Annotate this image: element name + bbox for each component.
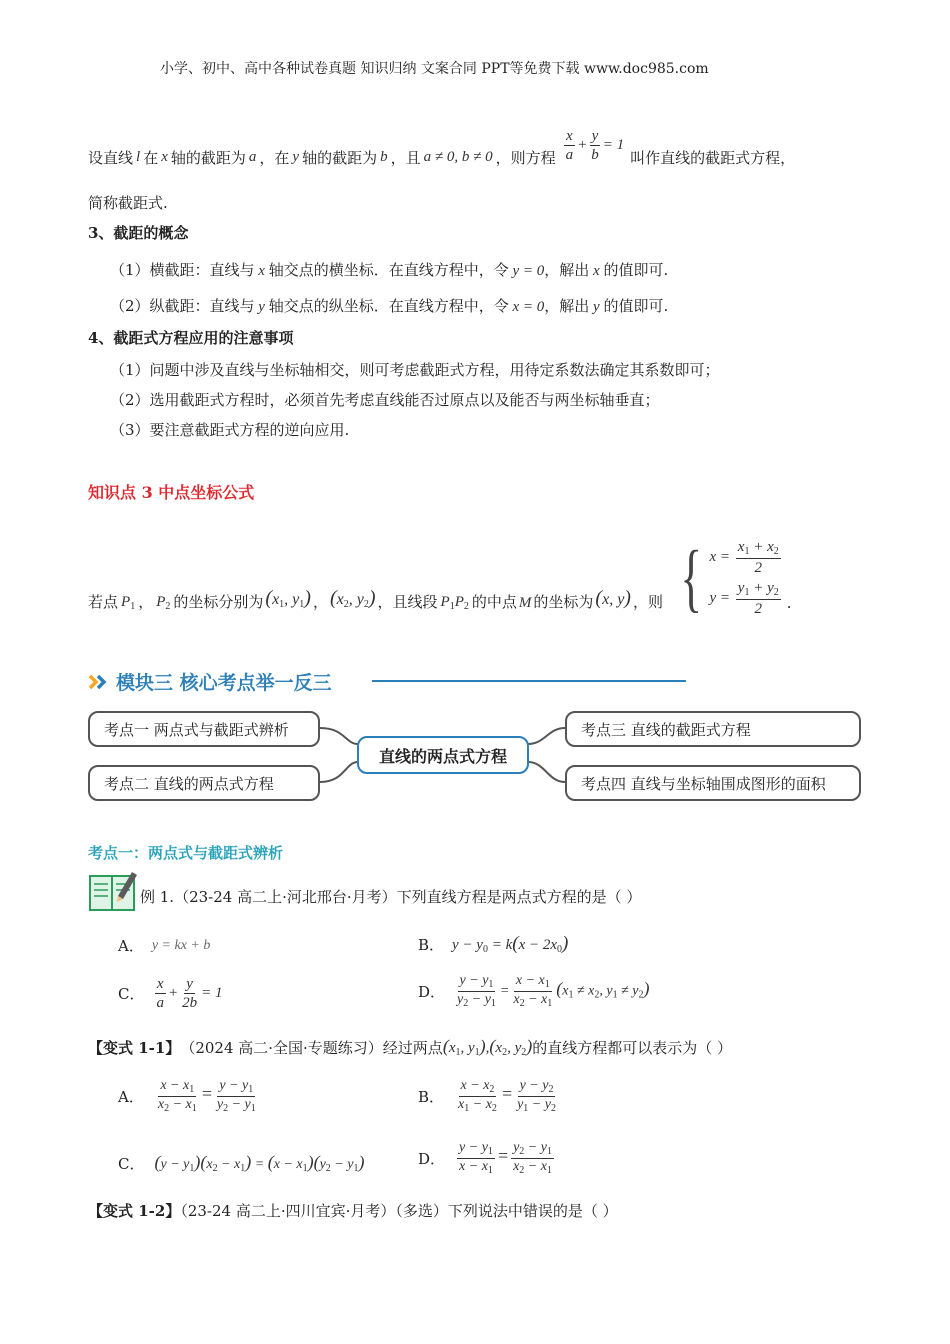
math-option: $\frac{y - y_1}{x - x_1}$ = $\frac{y_2 - y_1}{x_2 - x_1}$ [459,1140,552,1176]
mindmap-node-4: 考点四 直线与坐标轴围成图形的面积 [565,765,861,801]
text: （23-24 高二上·四川宜宾·月考）（多选）下列说法中错误的是（ ） [180,1202,618,1220]
page-header: 小学、初中、高中各种试卷真题 知识归纳 文案合同 PPT等免费下载 www.doc985.com [160,61,709,77]
section3-title: 3、截距的概念 [88,224,189,242]
math-y: y [292,148,300,165]
text: 的直线方程都可以表示为（ ） [532,1038,733,1057]
section4-item3: （3）要注意截距式方程的逆向应用. [110,421,350,439]
mindmap-center-node: 直线的两点式方程 [357,736,529,774]
text: 的值即可. [603,297,669,315]
double-chevron-icon [88,673,110,691]
option-label: C． [118,1154,145,1173]
module3-title: 模块三 核心考点举一反三 [116,672,332,694]
example1-question: 例 1.（23-24 高二上·河北邢台·月考）下列直线方程是两点式方程的是（ ） [140,888,642,906]
math-point2: ($x_2$, $y_2$) [329,587,376,610]
option-label: B． [418,1088,445,1106]
variant-tag: 【变式 1-1】 [88,1038,181,1057]
mindmap-node-1: 考点一 两点式与截距式辨析 [88,711,320,747]
text: 的坐标为 [533,593,594,611]
variant1-2-question [88,1200,618,1221]
math-option: $\frac{x - x_1}{x_2 - x_1}$ = $\frac{y - y_1}{y_2 - y_1}$ [157,1078,256,1114]
math-p1p2: $P_1P_2$ [440,594,469,612]
v1-option-c[interactable] [118,1152,364,1174]
section3-item1 [110,259,668,280]
text: 轴的截距为 [302,148,378,167]
math-point1: ($x_1$, $y_1$) [265,587,311,610]
option-label: C． [118,985,145,1003]
math-m: M [518,595,532,611]
kaodian1-title: 考点一：两点式与截距式辨析 [88,844,284,862]
math-option: $\frac{x - x_2}{x_1 - x_2}$ = $\frac{y - y_2}{y_1 - y_2}$ [458,1078,556,1114]
banner-rule [372,680,686,682]
section4-item2: （2）选用截距式方程时，必须首先考虑直线能否过原点以及能否与两坐标轴垂直； [110,391,660,409]
text: 在 [143,148,159,167]
text: 设直线 [88,148,134,167]
variant-tag: 【变式 1-2】 [88,1202,181,1220]
text: . [786,594,792,612]
module3-banner [88,668,332,695]
math-option: $y - y_0 = k(x - 2x_0)$ [452,933,569,955]
book-pencil-icon [88,868,140,918]
math-x-eq-0: x = 0 [508,299,545,315]
text: ，且 [390,148,421,167]
text: 轴交点的纵坐标．在直线方程中，令 [268,297,509,315]
text: （2）纵截距：直线与 [110,297,255,315]
v1-option-d[interactable] [418,1140,556,1177]
ex1-option-c[interactable] [118,975,222,1012]
text: 叫作直线的截距式方程， [630,148,796,167]
math-y: y [589,299,604,315]
mindmap-node-3: 考点三 直线的截距式方程 [565,711,861,747]
option-label: A． [118,937,144,955]
math-p2: $P_2$ [156,594,171,612]
text: ，且线段 [377,593,438,611]
math-midpoint: (x, y) [595,587,631,609]
text: 若点 [88,593,119,611]
math-x: x [161,148,168,165]
text: 的值即可. [603,261,669,279]
text: ， [138,593,154,611]
v1-option-a[interactable] [118,1078,260,1115]
math-p1: $P_1$ [121,594,136,612]
text: ，解出 [544,297,590,315]
math-option: y = kx + b [151,937,211,953]
intercept-definition-line2: 简称截距式. [88,194,168,212]
math-b: b [380,148,388,165]
v1-option-b[interactable] [418,1078,560,1115]
math-condition: a ≠ 0, b ≠ 0 [423,148,493,165]
mindmap-node-2: 考点二 直线的两点式方程 [88,765,320,801]
ex1-option-d[interactable] [418,973,650,1010]
math-option: $\frac{y - y_1}{y_2 - y_1}$ = $\frac{x - x_1}{x_2 - x_1}$ ($x_1 \ne x_2$, $y_1 \ne y_2$) [457,973,650,1009]
text: 的中点 [471,593,517,611]
text: ，在 [259,148,290,167]
variant1-1-question [88,1036,732,1058]
ex1-option-a[interactable] [118,935,210,956]
text: ，解出 [544,261,590,279]
text: 轴的截距为 [170,148,246,167]
text: ， [312,593,328,611]
math-x: x [254,263,269,279]
option-label: B． [418,935,445,954]
midpoint-formula-line [88,510,792,618]
intercept-definition-line1 [88,127,796,181]
math-y-eq-0: y = 0 [508,263,545,279]
ex1-option-b[interactable] [418,933,568,955]
text: （1）横截距：直线与 [110,261,255,279]
section4-item1: （1）问题中涉及直线与坐标轴相交，则可考虑截距式方程，用待定系数法确定其系数即可； [110,361,720,379]
text: 的坐标分别为 [173,593,264,611]
math-option: $(y - y_1)(x_2 - x_1) = (x - x_1)(y_2 - y_1)$ [154,1152,365,1174]
text: ，则方程 [495,148,556,167]
math-y: y [254,299,269,315]
text: 轴交点的横坐标．在直线方程中，令 [268,261,509,279]
math-two-points: ($x_1$, $y_1),(x_2$, $y_2$) [442,1036,533,1058]
section4-title: 4、截距式方程应用的注意事项 [88,329,294,347]
math-x: x [589,263,604,279]
math-a: a [248,148,257,165]
math-l: l [136,148,141,165]
knowledge3-title: 知识点 3 中点坐标公式 [88,483,255,502]
text: （2024 高二·全国·专题练习）经过两点 [180,1038,443,1057]
text: ，则 [632,593,663,611]
section3-item2 [110,295,668,316]
option-label: A． [118,1088,144,1106]
math-intercept-equation: $\frac{x}{a}$ + $\frac{y}{b}$ = 1 [565,127,625,163]
option-label: D． [418,1150,446,1168]
math-midpoint-system: { x = $\frac{x_1 + x_2}{2}$ y = $\frac{y_1 + y_2}{2}$ [680,536,779,620]
option-label: D． [418,983,446,1001]
math-option: $\frac{x}{a}$ + $\frac{y}{2b}$ = 1 [156,976,223,1011]
